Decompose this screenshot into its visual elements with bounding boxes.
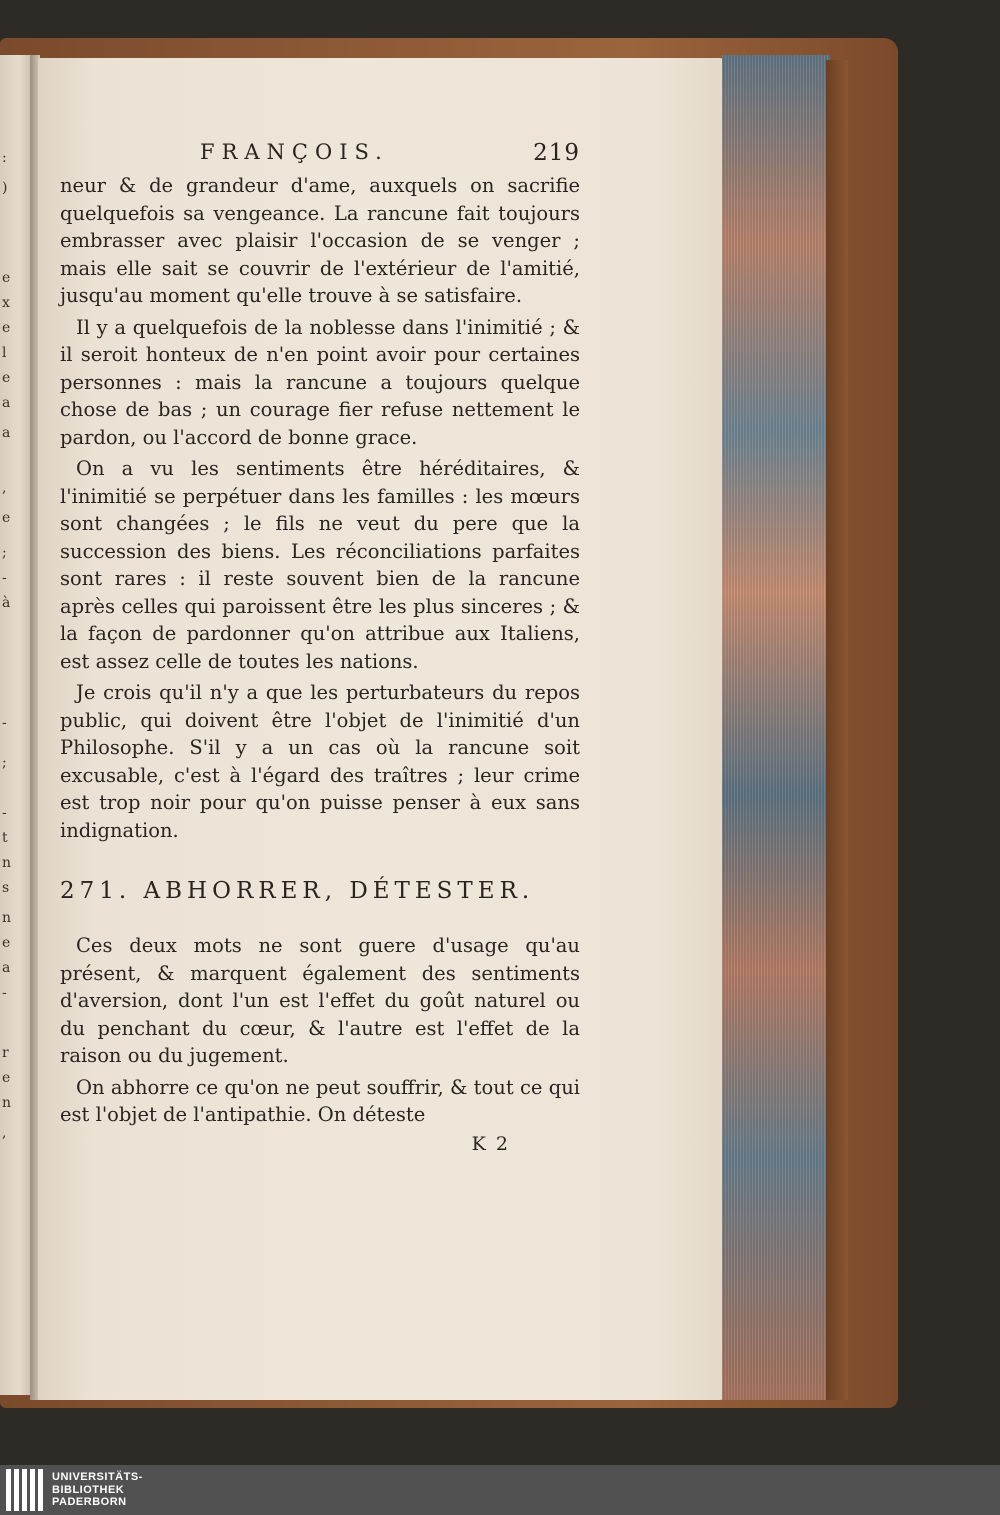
running-head bbox=[60, 140, 580, 172]
signature-mark: K 2 bbox=[471, 1132, 510, 1155]
section-paragraph-1: Ces deux mots ne sont guere d'usage qu'au présent, & marquent également des sentiments d'aversion, dont l'un est l'effet du goût naturel ou du penchant du cœur, & l'autre est l'effet de la raison ou du jugement. bbox=[60, 934, 580, 1067]
paragraph-3: On a vu les sentiments être héréditaires, & l'inimitié se perpétuer dans les familles : les mœurs sont changées ; le fils ne veut du pere que la succession des biens. Les réconciliations parfaites sont rares : il reste souvent bien de la rancune après celles qui paroissent être les plus sinceres ; & la façon de pardonner qu'on attribue aux Italiens, est assez celle de toutes les nations. bbox=[60, 457, 580, 673]
page-number: 219 bbox=[533, 140, 580, 166]
paragraph-2: Il y a quelquefois de la noblesse dans l'inimitié ; & il seroit honteux de n'en point avoir pour certaines personnes : mais la rancune a toujours quelque chose de bas ; un courage fier refuse nettement le pardon, ou l'accord de bonne grace. bbox=[60, 315, 580, 449]
section-heading bbox=[60, 878, 580, 904]
marbled-page-edges bbox=[722, 55, 830, 1400]
library-footer bbox=[0, 1465, 1000, 1515]
library-name bbox=[52, 1471, 143, 1509]
library-logo-icon bbox=[4, 1469, 44, 1511]
paragraph-1: neur & de grandeur d'ame, auxquels on sacrifie quelquefois sa vengeance. La rancune fait toujours embrasser avec plaisir l'occasion de se venger ; mais elle sait se couvrir de l'extérieur de l'amitié, jusqu'au moment qu'elle trouve à se satisfaire. bbox=[60, 174, 580, 307]
cover-edge bbox=[826, 60, 848, 1400]
previous-page-glyphs: : ) e x e l e a a , e ; - à - ; - t n s n e a - r e n , bbox=[2, 150, 12, 1141]
section-number: 271. bbox=[60, 878, 132, 904]
page-text bbox=[60, 140, 580, 1155]
section-title: ABHORRER, DÉTESTER. bbox=[143, 878, 535, 904]
library-name-line1: UNIVERSITÄTS- bbox=[52, 1471, 143, 1483]
library-name-line2: BIBLIOTHEK bbox=[52, 1483, 125, 1496]
running-head-title: FRANÇOIS. bbox=[200, 140, 389, 164]
section-paragraph-2: On abhorre ce qu'on ne peut souffrir, & tout ce qui est l'objet de l'antipathie. On déteste bbox=[60, 1075, 580, 1126]
paragraph-4: Je crois qu'il n'y a que les perturbateurs du repos public, qui doivent être l'objet de l'inimitié d'un Philosophe. S'il y a un cas où la rancune soit excusable, c'est à l'égard des traîtres ; leur crime est trop noir pour qu'on puisse penser à eux sans indignation. bbox=[60, 681, 580, 842]
library-name-line3: PADERBORN bbox=[52, 1496, 127, 1508]
